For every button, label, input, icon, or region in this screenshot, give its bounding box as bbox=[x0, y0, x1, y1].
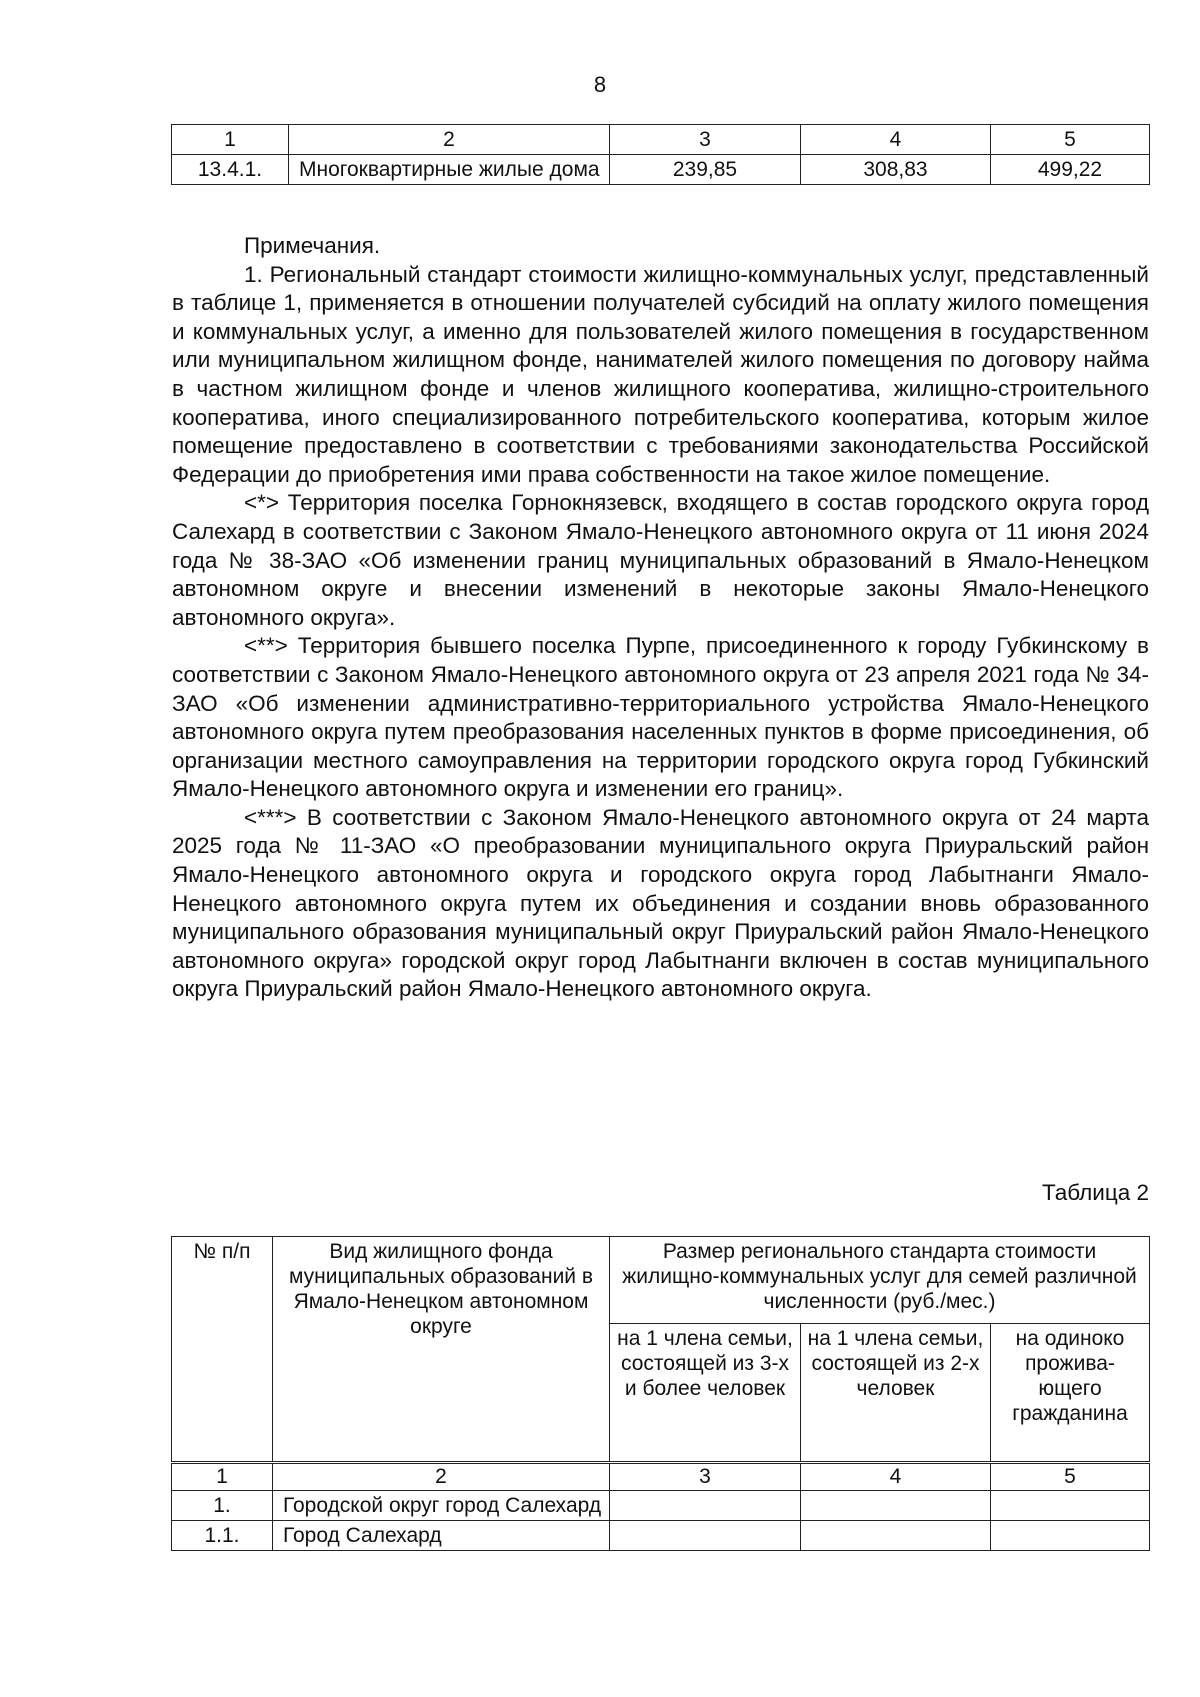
note-paragraph-1: 1. Региональный стандарт стоимости жилищно-коммунальных услуг, представленный в таблице 1, применяется в отношении получателей субсидий на оплату жилого помещения и коммунальных услуг, а именно для пользователей жилого помещения в государственном или муниципальном жилищном фонде, нанимателей жилого помещения по договору найма в частном жилищном фонде и членов жилищного кооператива, жилищно-строительного кооператива, иного специализированного потребительского кооператива, которым жилое помещение предоставлено в соответствии с требованиями законодательства Российской Федерации до приобретения ими права собственности на такое жилое помещение. bbox=[172, 261, 1149, 487]
table-1-column-numbers bbox=[172, 125, 1150, 155]
col-number: 5 bbox=[991, 1463, 1150, 1491]
table-2 bbox=[171, 1236, 1150, 1551]
row-value-4 bbox=[801, 1491, 991, 1521]
table-row bbox=[172, 1521, 1150, 1551]
note-paragraph-star-1: <*> Территория поселка Горнокнязевск, входящего в состав городского округа город Салехард в соответствии с Законом Ямало-Ненецкого автономного округа от 11 июня 2024 года № 38-ЗАО «Об изменении границ муниципальных образований в Ямало-Ненецком автономном округе и внесении изменений в некоторые законы Ямало-Ненецкого автономного округа». bbox=[172, 490, 1149, 630]
row-number: 13.4.1. bbox=[172, 155, 289, 185]
table-2-header-row bbox=[172, 1237, 1150, 1324]
col-number: 4 bbox=[801, 125, 991, 155]
table-row bbox=[172, 155, 1150, 185]
col-number: 2 bbox=[273, 1463, 610, 1491]
header-sub-2: на 1 члена семьи, состоящей из 2-х человек bbox=[801, 1324, 991, 1463]
row-value-5 bbox=[991, 1521, 1150, 1551]
col-number: 1 bbox=[172, 1463, 273, 1491]
page-number: 8 bbox=[593, 72, 607, 97]
row-name: Город Салехард bbox=[273, 1521, 610, 1551]
col-number: 1 bbox=[172, 125, 289, 155]
row-name: Многоквартирные жилые дома bbox=[289, 155, 610, 185]
header-type: Вид жилищного фонда муниципальных образований в Ямало-Ненецком автономном округе bbox=[273, 1237, 610, 1463]
col-number: 3 bbox=[610, 1463, 801, 1491]
note-paragraph-star-2: <**> Территория бывшего поселка Пурпе, присоединенного к городу Губкинскому в соответствии с Законом Ямало-Ненецкого автономного округа от 23 апреля 2021 года № 34-ЗАО «Об изменении административно-территориального устройства Ямало-Ненецкого автономного округа путем преобразования населенных пунктов в форме присоединения, об организации местного самоуправления на территории городского округа город Губкинский Ямало-Ненецкого автономного округа и изменении его границ». bbox=[172, 633, 1149, 802]
table-2-column-numbers bbox=[172, 1463, 1150, 1491]
col-number: 4 bbox=[801, 1463, 991, 1491]
header-num: № п/п bbox=[172, 1237, 273, 1463]
header-size: Размер регионального стандарта стоимости жилищно-коммунальных услуг для семей различной численности (руб./мес.) bbox=[610, 1237, 1150, 1324]
notes-title: Примечания. bbox=[244, 233, 381, 258]
header-sub-1: на 1 члена семьи, состоящей из 3-х и более человек bbox=[610, 1324, 801, 1463]
col-number: 3 bbox=[610, 125, 801, 155]
table-row bbox=[172, 1491, 1150, 1521]
header-sub-3: на одиноко прожива-ющего гражданина bbox=[991, 1324, 1150, 1463]
note-paragraph-star-3: <***> В соответствии с Законом Ямало-Ненецкого автономного округа от 24 марта 2025 года № 11-ЗАО «О преобразовании муниципального округа Приуральский район Ямало-Ненецкого автономного округа и городского округа город Лабытнанги Ямало-Ненецкого автономного округа путем их объединения и создании вновь образованного муниципального образования муниципальный округ Приуральский район Ямало-Ненецкого автономного округа» городской округ город Лабытнанги включен в состав муниципального округа Приуральский район Ямало-Ненецкого автономного округа. bbox=[172, 804, 1149, 1002]
row-value-4: 308,83 bbox=[801, 155, 991, 185]
row-value-5: 499,22 bbox=[991, 155, 1150, 185]
row-value-5 bbox=[991, 1491, 1150, 1521]
row-value-3 bbox=[610, 1521, 801, 1551]
notes-section bbox=[172, 232, 1149, 1004]
row-value-4 bbox=[801, 1521, 991, 1551]
col-number: 5 bbox=[991, 125, 1150, 155]
row-value-3: 239,85 bbox=[610, 155, 801, 185]
row-number: 1.1. bbox=[172, 1521, 273, 1551]
row-value-3 bbox=[610, 1491, 801, 1521]
table-1-continuation bbox=[171, 124, 1150, 185]
table-2-caption: Таблица 2 bbox=[1042, 1180, 1149, 1205]
row-name: Городской округ город Салехард bbox=[273, 1491, 610, 1521]
row-number: 1. bbox=[172, 1491, 273, 1521]
col-number: 2 bbox=[289, 125, 610, 155]
